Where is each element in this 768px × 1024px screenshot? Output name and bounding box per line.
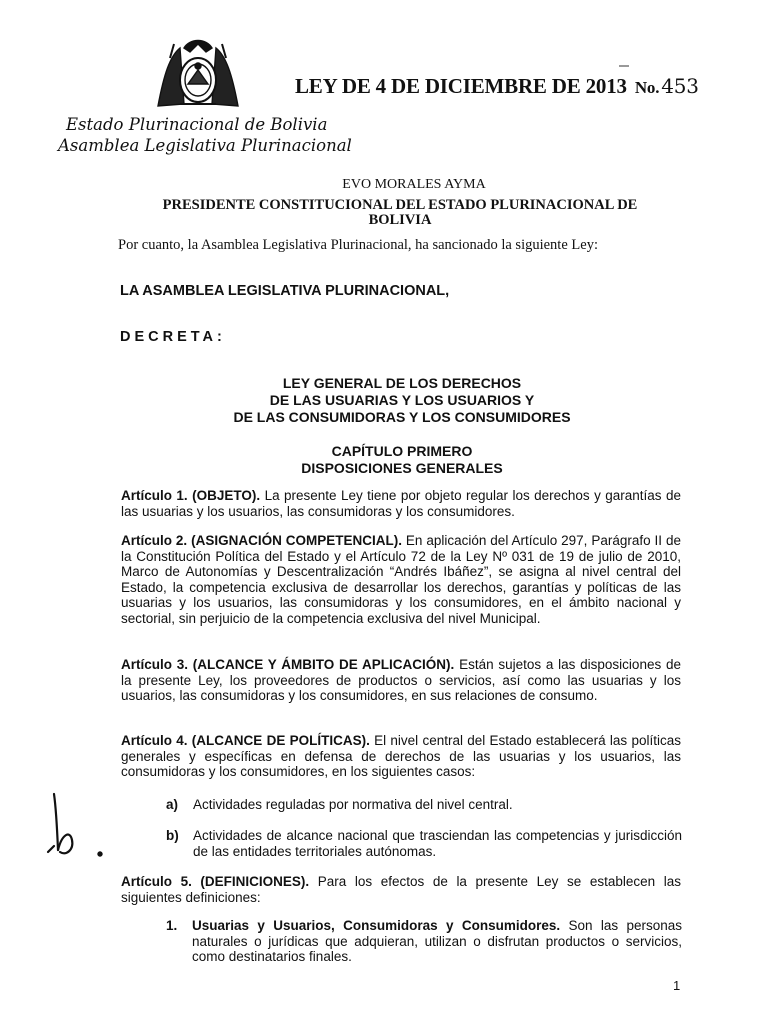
definition-body — [192, 918, 682, 965]
issuer-line-state: Estado Plurinacional de Bolivia — [66, 115, 328, 134]
preamble: Por cuanto, la Asamblea Legislativa Plurinacional, ha sancionado la siguiente Ley: — [118, 237, 598, 253]
article-2 — [121, 533, 681, 627]
article-5 — [121, 874, 681, 905]
article-4 — [121, 733, 681, 780]
chapter-line1: CAPÍTULO PRIMERO — [331, 443, 473, 459]
definition-term: Usuarias y Usuarios, Consumidoras y Consumidores. — [192, 918, 561, 933]
decreta-heading: DECRETA: — [120, 329, 226, 345]
president-name: EVO MORALES AYMA — [342, 177, 486, 192]
handwritten-initial — [40, 790, 120, 870]
article-heading: Artículo 3. (ALCANCE Y ÁMBITO DE APLICACIÓN). — [121, 657, 455, 672]
list-text: Actividades reguladas por normativa del nivel central. — [193, 797, 513, 812]
stray-mark — [618, 64, 630, 68]
law-name-line2: DE LAS USUARIAS Y LOS USUARIOS Y — [269, 392, 535, 408]
page-number: 1 — [673, 978, 681, 993]
law-name-line3: DE LAS CONSUMIDORAS Y LOS CONSUMIDORES — [233, 409, 571, 425]
article-text: Para los efectos de la presente Ley se establecen las siguientes definiciones: — [121, 874, 681, 905]
president-title-line2: BOLIVIA — [368, 212, 432, 228]
assembly-heading: LA ASAMBLEA LEGISLATIVA PLURINACIONAL, — [120, 283, 450, 299]
list-text: Actividades de alcance nacional que trasciendan las competencias y jurisdicción de las entidades territoriales autónomas. — [193, 828, 682, 859]
law-name — [0, 375, 768, 426]
chapter-heading — [0, 443, 768, 477]
list-item — [166, 828, 682, 859]
definition-text: Son las personas naturales o jurídicas que adquieran, utilizan o disfrutan productos o servicios, como destinatarios finales. — [192, 918, 682, 965]
article-heading: Artículo 5. (DEFINICIONES). — [121, 874, 310, 889]
definition-item — [166, 918, 682, 965]
issuer-line-assembly: Asamblea Legislativa Plurinacional — [58, 136, 352, 155]
article-heading: Artículo 4. (ALCANCE DE POLÍTICAS). — [121, 733, 370, 748]
article-heading: Artículo 2. (ASIGNACIÓN COMPETENCIAL). — [121, 533, 402, 548]
article-heading: Artículo 1. (OBJETO). — [121, 488, 261, 503]
list-item — [166, 797, 682, 813]
coat-of-arms-seal — [150, 34, 246, 114]
law-name-line1: LEY GENERAL DE LOS DERECHOS — [282, 375, 522, 391]
list-marker: a) — [166, 797, 179, 812]
article-text: Están sujetos a las disposiciones de la presente Ley, los proveedores de productos o servicios, así como las usuarias y los usuarios, las consumidoras y los consumidores, en sus relaciones de consumo. — [121, 657, 681, 704]
law-number-value: 453 — [661, 74, 699, 98]
article-text: El nivel central del Estado establecerá las políticas generales y específicas en defensa de derechos de las usuarias y los usuarios, las consumidoras y los consumidores, en los siguientes casos: — [121, 733, 681, 780]
article-text: En aplicación del Artículo 297, Parágrafo II de la Constitución Política del Estado y el Artículo 72 de la Ley Nº 031 de 19 de julio de 2010, Marco de Autonomías y Descentralización “Andrés Ibáñez”, se asigna al nivel central del Estado, la competencia exclusiva de desarrollar los derechos, garantías y políticas de las usuarias y los usuarios, las consumidoras y los consumidores, en el ámbito nacional y sectorial, sin perjuicio de la competencia exclusiva del nivel Municipal. — [121, 533, 681, 626]
article-1 — [121, 488, 681, 519]
law-number-label: No. — [634, 78, 660, 97]
list-marker: b) — [166, 828, 179, 843]
president-title-line1: PRESIDENTE CONSTITUCIONAL DEL ESTADO PLURINACIONAL DE — [162, 197, 638, 213]
definition-marker: 1. — [166, 918, 178, 933]
article-3 — [121, 657, 681, 704]
chapter-line2: DISPOSICIONES GENERALES — [301, 460, 503, 476]
law-title: LEY DE 4 DE DICIEMBRE DE 2013 — [295, 74, 627, 98]
president-title — [16, 198, 768, 228]
article-text: La presente Ley tiene por objeto regular los derechos y garantías de las usuarias y los usuarios, las consumidoras y los consumidores. — [121, 488, 681, 519]
law-title-line — [295, 74, 699, 99]
